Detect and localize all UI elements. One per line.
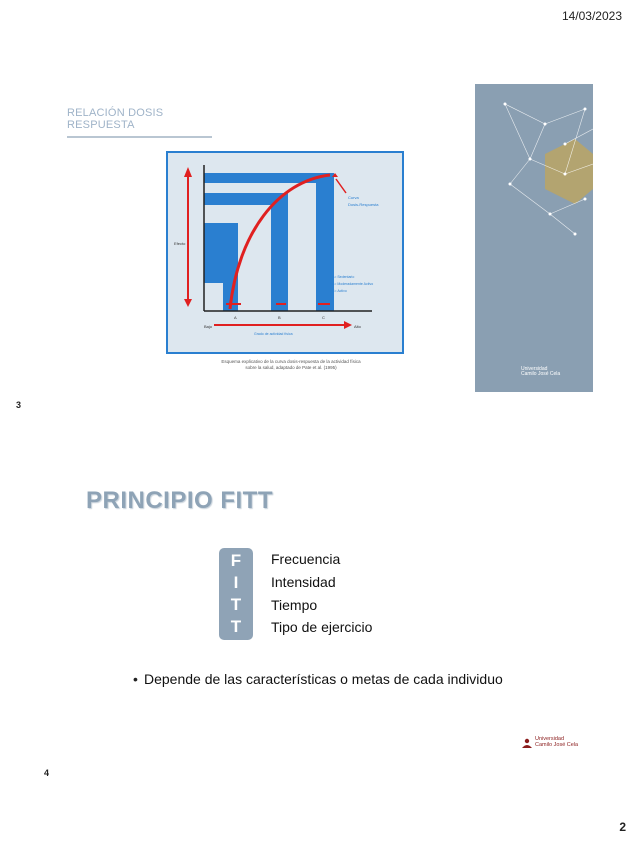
page-number: 2 (619, 820, 626, 834)
slide-title (67, 107, 163, 131)
point-a-label: A (234, 315, 237, 320)
university-logo (522, 737, 578, 748)
fitt-item-frecuencia: Frecuencia (271, 551, 341, 567)
legend-line-3: C= Activo (332, 289, 347, 293)
title-underline (67, 136, 212, 138)
fitt-letter-bar (219, 548, 253, 640)
x-low-label: Bajo (204, 324, 213, 329)
point-b-label: B (278, 315, 281, 320)
legend-line-1: A= Sedentario (332, 275, 355, 279)
fitt-letter-i: I (233, 573, 239, 592)
slide-number-3: 3 (16, 400, 22, 410)
university-logo-icon (522, 738, 532, 748)
bullet-text: Depende de las características o metas de cada individuo (144, 671, 503, 687)
point-c-label: C (322, 315, 325, 320)
fitt-title: PRINCIPIO FITT (86, 487, 273, 514)
fitt-letter-t2: T (230, 617, 242, 636)
bar-b (271, 193, 288, 311)
caption-line2: sobre la salud, adaptado de Pate et al. (1995) (245, 365, 337, 370)
curve-label-2: Dosis-Respuesta (348, 202, 379, 207)
x-axis-label: Grado de actividad física (254, 332, 293, 336)
page-date: 14/03/2023 (561, 9, 622, 23)
y-axis-label: Efecto (174, 241, 186, 246)
slide-title-line1: RELACIÓN DOSIS (67, 107, 164, 119)
fitt-letter-f: F (230, 551, 242, 570)
fitt-item-tiempo: Tiempo (271, 597, 318, 613)
fitt-letter-t1: T (230, 595, 242, 614)
side-logo-line2: Camilo José Cela (521, 371, 561, 377)
logo-line2: Camilo José Cela (535, 741, 579, 748)
fitt-item-tipo: Tipo de ejercicio (271, 619, 373, 635)
slide-3 (30, 62, 610, 402)
curve-label-1: Curva (348, 195, 359, 200)
slide-number-4: 4 (44, 768, 50, 778)
logo-line1: Universidad (535, 736, 565, 742)
figure-caption (196, 359, 386, 371)
decorative-side-panel (475, 84, 593, 392)
network-pattern-graphic (475, 84, 593, 392)
dose-response-diagram (168, 153, 402, 352)
x-high-label: Alto (354, 324, 361, 329)
fitt-item-intensidad: Intensidad (271, 574, 336, 590)
side-logo-line1: Universidad (521, 366, 548, 372)
caption-line1: Esquema explicativo de la curva dosis-respuesta de la actividad física (221, 359, 361, 364)
legend-line-2: B= Moderadamente Activo (332, 282, 374, 286)
dose-response-figure (166, 151, 404, 354)
side-panel-logo (521, 367, 560, 377)
slide-title-line2: RESPUESTA (67, 119, 135, 131)
bullet-marker: • (133, 671, 138, 687)
